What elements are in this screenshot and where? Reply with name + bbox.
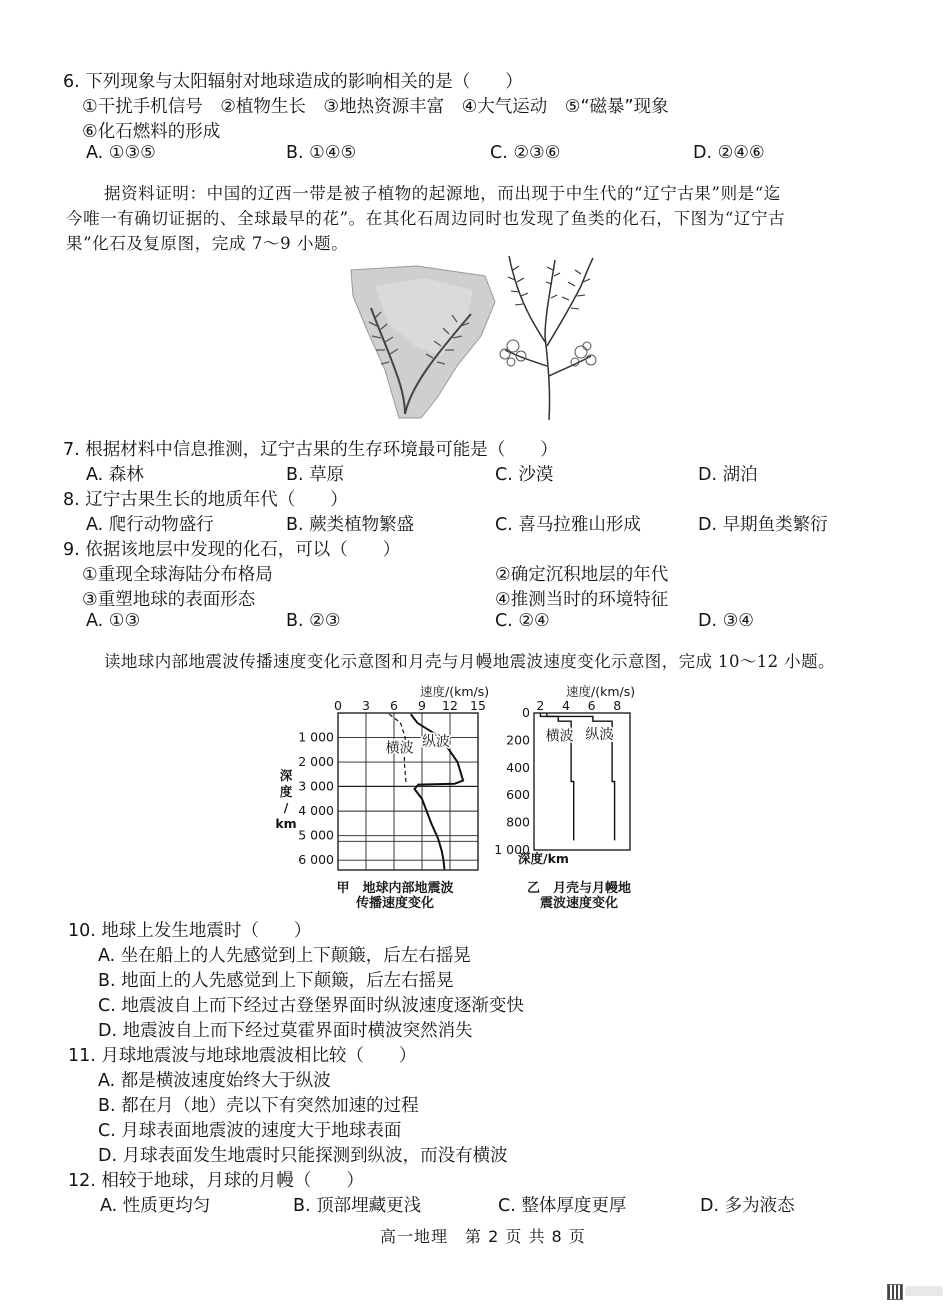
earth-x-tick-label: 12 — [442, 698, 458, 713]
moon-y-tick-label: 200 — [506, 732, 530, 748]
q7-option-c: C. 沙漠 — [495, 465, 554, 485]
q12-option-a: A. 性质更均匀 — [100, 1196, 211, 1216]
earth-y-tick-label: 1 000 — [298, 729, 334, 745]
earth-caption-line1: 甲 地球内部地震波 — [336, 881, 454, 896]
q9-option-a: A. ①③ — [86, 611, 141, 631]
q7-stem: 7. 根据材料中信息推测，辽宁古果的生存环境最可能是（ ） — [63, 440, 558, 460]
q6-items-line2: ⑥化石燃料的形成 — [82, 122, 221, 142]
earth-seismic-chart — [270, 680, 500, 880]
q9-item-2: ②确定沉积地层的年代 — [495, 565, 669, 585]
q11-option-d: D. 月球表面发生地震时只能探测到纵波，而没有横波 — [98, 1146, 508, 1166]
q11-option-a: A. 都是横波速度始终大于纵波 — [98, 1071, 331, 1091]
moon-series-label: 纵波 — [585, 727, 614, 744]
q8-stem: 8. 辽宁古果生长的地质年代（ ） — [63, 490, 348, 510]
earth-x-tick-label: 9 — [418, 698, 426, 713]
earth-y-tick-label: 5 000 — [298, 827, 334, 843]
moon-y-tick-label: 800 — [506, 814, 530, 830]
q10-option-d: D. 地震波自上而下经过莫霍界面时横波突然消失 — [98, 1021, 473, 1041]
earth-y-tick-label: 3 000 — [298, 778, 334, 794]
moon-y-axis-title: 深度/km — [518, 851, 569, 866]
moon-caption-line1: 乙 月壳与月幔地 — [526, 881, 631, 896]
q9-option-c: C. ②④ — [495, 611, 550, 631]
moon-x-tick-label: 2 — [536, 698, 545, 713]
q8-option-c: C. 喜马拉雅山形成 — [495, 515, 641, 535]
moon-x-axis-title: 速度/(km/s) — [566, 684, 636, 699]
q9-item-1: ①重现全球海陆分布格局 — [82, 565, 273, 585]
earth-caption-line2: 传播速度变化 — [355, 896, 434, 911]
q9-item-4: ④推测当时的环境特征 — [495, 590, 669, 610]
q9-item-3: ③重塑地球的表面形态 — [82, 590, 256, 610]
qr-watermark-icon — [887, 1284, 903, 1300]
q7-option-a: A. 森林 — [86, 465, 144, 485]
earth-series-label: 纵波 — [422, 734, 450, 751]
earth-y-tick-label: 6 000 — [298, 852, 334, 868]
moon-caption-line2: 震波速度变化 — [539, 896, 618, 911]
q10-option-a: A. 坐在船上的人先感觉到上下颠簸，后左右摇晃 — [98, 946, 471, 966]
q7-option-b: B. 草原 — [286, 465, 345, 485]
material1-line1: 据资料证明：中国的辽西一带是被子植物的起源地，而出现于中生代的“辽宁古果”则是“迄 — [104, 184, 781, 203]
moon-x-tick-label: 4 — [562, 698, 570, 713]
material1-line2: 今唯一有确切证据的、全球最早的花”。在其化石周边同时也发现了鱼类的化石，下图为“辽宁古 — [66, 209, 786, 228]
q10-option-c: C. 地震波自上而下经过古登堡界面时纵波速度逐渐变快 — [98, 996, 524, 1016]
earth-series-label: 横波 — [385, 740, 414, 757]
page-footer: 高一地理 第 2 页 共 8 页 — [380, 1227, 586, 1246]
moon-series-label: 横波 — [545, 728, 574, 745]
material1-line3: 果”化石及复原图，完成 7～9 小题。 — [66, 234, 349, 253]
earth-y-tick-label: 2 000 — [298, 754, 334, 770]
earth-x-tick-label: 3 — [362, 698, 370, 713]
q9-option-b: B. ②③ — [286, 611, 341, 631]
earth-x-tick-label: 6 — [390, 698, 398, 713]
earth-y-axis-title-char: 深 — [279, 768, 293, 783]
q10-stem: 10. 地球上发生地震时（ ） — [68, 921, 312, 941]
earth-plot-frame — [338, 713, 478, 870]
q11-option-c: C. 月球表面地震波的速度大于地球表面 — [98, 1121, 402, 1141]
scanner-watermark-badge — [905, 1286, 943, 1296]
moon-y-tick-label: 400 — [506, 759, 530, 775]
fossil-photo — [351, 266, 495, 418]
moon-seismic-chart — [488, 680, 648, 880]
q11-stem: 11. 月球地震波与地球地震波相比较（ ） — [68, 1046, 417, 1066]
q8-option-a: A. 爬行动物盛行 — [86, 515, 214, 535]
earth-y-tick-label: 4 000 — [298, 803, 334, 819]
q6-option-b: B. ①④⑤ — [286, 143, 357, 163]
moon-x-tick-label: 6 — [587, 698, 596, 713]
q6-option-d: D. ②④⑥ — [693, 143, 765, 163]
earth-y-axis-title-char: 度 — [279, 784, 293, 799]
q6-option-c: C. ②③⑥ — [490, 143, 561, 163]
earth-x-tick-label: 15 — [470, 698, 486, 713]
material2: 读地球内部地震波传播速度变化示意图和月壳与月幔地震波速度变化示意图，完成 10～12 小题。 — [104, 652, 835, 671]
moon-y-tick-label: 1 000 — [494, 842, 530, 857]
q8-option-b: B. 蕨类植物繁盛 — [286, 515, 415, 535]
q8-option-d: D. 早期鱼类繁衍 — [698, 515, 828, 535]
q9-option-d: D. ③④ — [698, 611, 754, 631]
q11-option-b: B. 都在月（地）壳以下有突然加速的过程 — [98, 1096, 419, 1116]
q9-stem: 9. 依据该地层中发现的化石，可以（ ） — [63, 540, 401, 560]
moon-y-tick-label: 0 — [522, 705, 530, 720]
liaoning-fossil-figure — [345, 246, 615, 424]
q6-items-line1: ①干扰手机信号 ②植物生长 ③地热资源丰富 ④大气运动 ⑤“磁暴”现象 — [82, 97, 669, 117]
restoration-drawing — [500, 256, 596, 420]
q12-option-d: D. 多为液态 — [700, 1196, 795, 1216]
q12-option-c: C. 整体厚度更厚 — [498, 1196, 627, 1216]
moon-y-tick-label: 600 — [506, 787, 530, 803]
earth-y-axis-title-char: / — [283, 800, 289, 815]
q7-option-d: D. 湖泊 — [698, 465, 758, 485]
q12-option-b: B. 顶部埋藏更浅 — [293, 1196, 422, 1216]
earth-y-axis-title-char: km — [275, 816, 297, 831]
moon-x-tick-label: 8 — [613, 698, 622, 713]
moon-chart-caption — [504, 881, 654, 911]
q6-option-a: A. ①③⑤ — [86, 143, 156, 163]
earth-x-axis-title: 速度/(km/s) — [420, 684, 490, 699]
earth-x-tick-label: 0 — [334, 698, 342, 713]
earth-chart-caption — [300, 881, 490, 911]
q10-option-b: B. 地面上的人先感觉到上下颠簸，后左右摇晃 — [98, 971, 454, 991]
q6-stem: 6. 下列现象与太阳辐射对地球造成的影响相关的是（ ） — [63, 72, 523, 92]
q12-stem: 12. 相较于地球，月球的月幔（ ） — [68, 1171, 364, 1191]
